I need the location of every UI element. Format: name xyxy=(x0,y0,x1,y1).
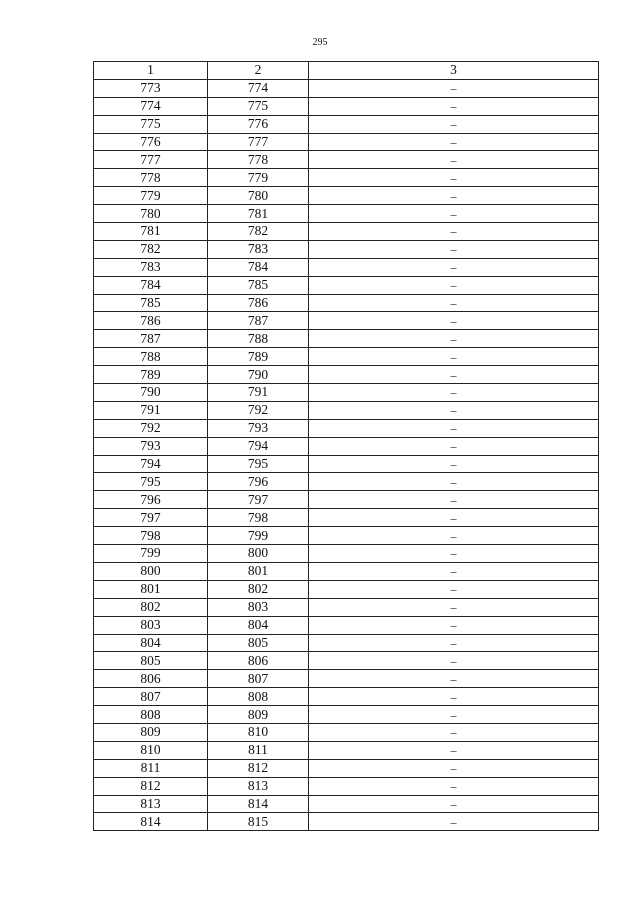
table-cell-col1: 798 xyxy=(94,527,208,545)
table-cell-col2: 800 xyxy=(208,545,309,563)
table-cell-col1: 797 xyxy=(94,509,208,527)
table-cell-col3: – xyxy=(309,419,599,437)
table-row xyxy=(94,706,599,724)
table-cell-col1: 790 xyxy=(94,384,208,402)
table-row xyxy=(94,348,599,366)
table-row xyxy=(94,509,599,527)
table-row xyxy=(94,741,599,759)
table-row xyxy=(94,723,599,741)
column-header-1: 1 xyxy=(94,62,208,80)
table-row xyxy=(94,777,599,795)
table-cell-col1: 774 xyxy=(94,97,208,115)
table-cell-col2: 784 xyxy=(208,258,309,276)
table-cell-col2: 803 xyxy=(208,598,309,616)
table-row xyxy=(94,813,599,831)
table-cell-col3: – xyxy=(309,580,599,598)
table-cell-col2: 807 xyxy=(208,670,309,688)
table-cell-col3: – xyxy=(309,312,599,330)
table-cell-col3: – xyxy=(309,652,599,670)
table-body xyxy=(94,79,599,830)
table-cell-col1: 791 xyxy=(94,401,208,419)
table-cell-col3: – xyxy=(309,276,599,294)
table-cell-col1: 781 xyxy=(94,223,208,241)
table-cell-col1: 776 xyxy=(94,133,208,151)
data-table xyxy=(93,61,599,831)
table-row xyxy=(94,562,599,580)
table-row xyxy=(94,97,599,115)
table-cell-col2: 781 xyxy=(208,205,309,223)
table-row xyxy=(94,455,599,473)
table-cell-col2: 789 xyxy=(208,348,309,366)
table-row xyxy=(94,366,599,384)
table-cell-col2: 799 xyxy=(208,527,309,545)
table-row xyxy=(94,759,599,777)
table-row xyxy=(94,688,599,706)
table-cell-col1: 785 xyxy=(94,294,208,312)
table-cell-col3: – xyxy=(309,795,599,813)
table-cell-col2: 782 xyxy=(208,223,309,241)
table-cell-col2: 794 xyxy=(208,437,309,455)
table-cell-col3: – xyxy=(309,759,599,777)
table-cell-col3: – xyxy=(309,240,599,258)
table-cell-col1: 787 xyxy=(94,330,208,348)
table-cell-col3: – xyxy=(309,258,599,276)
table-cell-col1: 780 xyxy=(94,205,208,223)
table-cell-col3: – xyxy=(309,169,599,187)
table-cell-col1: 808 xyxy=(94,706,208,724)
table-row xyxy=(94,240,599,258)
table-cell-col3: – xyxy=(309,706,599,724)
table-cell-col1: 784 xyxy=(94,276,208,294)
table-cell-col2: 798 xyxy=(208,509,309,527)
table-cell-col2: 786 xyxy=(208,294,309,312)
table-cell-col3: – xyxy=(309,79,599,97)
table-cell-col3: – xyxy=(309,384,599,402)
table-cell-col1: 783 xyxy=(94,258,208,276)
table-cell-col2: 788 xyxy=(208,330,309,348)
table-row xyxy=(94,312,599,330)
table-cell-col2: 783 xyxy=(208,240,309,258)
table-cell-col1: 792 xyxy=(94,419,208,437)
table-cell-col3: – xyxy=(309,741,599,759)
table-cell-col3: – xyxy=(309,473,599,491)
table-cell-col3: – xyxy=(309,813,599,831)
table-cell-col1: 777 xyxy=(94,151,208,169)
table-cell-col1: 775 xyxy=(94,115,208,133)
table-cell-col2: 790 xyxy=(208,366,309,384)
table-cell-col1: 788 xyxy=(94,348,208,366)
table-cell-col2: 775 xyxy=(208,97,309,115)
table-row xyxy=(94,276,599,294)
table-cell-col2: 774 xyxy=(208,79,309,97)
table-row xyxy=(94,115,599,133)
table-cell-col1: 804 xyxy=(94,634,208,652)
table-cell-col2: 780 xyxy=(208,187,309,205)
table-cell-col2: 809 xyxy=(208,706,309,724)
table-cell-col1: 786 xyxy=(94,312,208,330)
table-row xyxy=(94,616,599,634)
table-cell-col3: – xyxy=(309,455,599,473)
table-row xyxy=(94,437,599,455)
table-row xyxy=(94,580,599,598)
table-cell-col2: 810 xyxy=(208,723,309,741)
table-cell-col2: 812 xyxy=(208,759,309,777)
table-row xyxy=(94,151,599,169)
table-cell-col3: – xyxy=(309,509,599,527)
table-row xyxy=(94,223,599,241)
table-row xyxy=(94,598,599,616)
table-header-row xyxy=(94,62,599,80)
table-cell-col1: 807 xyxy=(94,688,208,706)
table-row xyxy=(94,79,599,97)
table-cell-col3: – xyxy=(309,330,599,348)
table-cell-col1: 789 xyxy=(94,366,208,384)
table-cell-col3: – xyxy=(309,688,599,706)
table-cell-col2: 814 xyxy=(208,795,309,813)
table-cell-col1: 812 xyxy=(94,777,208,795)
table-cell-col3: – xyxy=(309,97,599,115)
table-cell-col3: – xyxy=(309,723,599,741)
table-cell-col1: 800 xyxy=(94,562,208,580)
table-cell-col3: – xyxy=(309,348,599,366)
table-row xyxy=(94,205,599,223)
table-row xyxy=(94,545,599,563)
table-row xyxy=(94,670,599,688)
table-cell-col2: 802 xyxy=(208,580,309,598)
table-cell-col3: – xyxy=(309,598,599,616)
table-cell-col1: 773 xyxy=(94,79,208,97)
table-row xyxy=(94,330,599,348)
table-row xyxy=(94,527,599,545)
table-cell-col1: 796 xyxy=(94,491,208,509)
table-cell-col2: 805 xyxy=(208,634,309,652)
table-row xyxy=(94,169,599,187)
table-cell-col2: 806 xyxy=(208,652,309,670)
table-cell-col1: 778 xyxy=(94,169,208,187)
table-cell-col1: 795 xyxy=(94,473,208,491)
table-cell-col2: 779 xyxy=(208,169,309,187)
table-row xyxy=(94,294,599,312)
table-row xyxy=(94,401,599,419)
table-cell-col3: – xyxy=(309,491,599,509)
table-cell-col2: 777 xyxy=(208,133,309,151)
table-cell-col1: 779 xyxy=(94,187,208,205)
table-cell-col2: 804 xyxy=(208,616,309,634)
table-cell-col3: – xyxy=(309,616,599,634)
table-cell-col3: – xyxy=(309,223,599,241)
table-cell-col1: 814 xyxy=(94,813,208,831)
table-cell-col2: 797 xyxy=(208,491,309,509)
table-cell-col2: 778 xyxy=(208,151,309,169)
table-cell-col2: 785 xyxy=(208,276,309,294)
table-cell-col2: 792 xyxy=(208,401,309,419)
table-cell-col1: 806 xyxy=(94,670,208,688)
table-row xyxy=(94,187,599,205)
table-cell-col3: – xyxy=(309,562,599,580)
table-cell-col2: 801 xyxy=(208,562,309,580)
table-cell-col1: 802 xyxy=(94,598,208,616)
column-header-2: 2 xyxy=(208,62,309,80)
table-cell-col2: 815 xyxy=(208,813,309,831)
table-cell-col1: 805 xyxy=(94,652,208,670)
table-cell-col2: 787 xyxy=(208,312,309,330)
table-cell-col1: 811 xyxy=(94,759,208,777)
table-row xyxy=(94,258,599,276)
table-cell-col3: – xyxy=(309,545,599,563)
table-cell-col3: – xyxy=(309,151,599,169)
table-row xyxy=(94,634,599,652)
table-cell-col3: – xyxy=(309,115,599,133)
table-row xyxy=(94,491,599,509)
table-cell-col1: 809 xyxy=(94,723,208,741)
table-cell-col1: 794 xyxy=(94,455,208,473)
table-cell-col3: – xyxy=(309,401,599,419)
table-cell-col2: 813 xyxy=(208,777,309,795)
table-cell-col1: 810 xyxy=(94,741,208,759)
table-row xyxy=(94,473,599,491)
table-row xyxy=(94,384,599,402)
table-row xyxy=(94,652,599,670)
table-cell-col1: 813 xyxy=(94,795,208,813)
table-cell-col3: – xyxy=(309,670,599,688)
table-cell-col3: – xyxy=(309,133,599,151)
table-cell-col3: – xyxy=(309,294,599,312)
table-cell-col3: – xyxy=(309,187,599,205)
table-cell-col3: – xyxy=(309,777,599,795)
table-row xyxy=(94,419,599,437)
table-cell-col3: – xyxy=(309,366,599,384)
table-cell-col3: – xyxy=(309,205,599,223)
table-cell-col2: 808 xyxy=(208,688,309,706)
table-cell-col2: 811 xyxy=(208,741,309,759)
table-cell-col2: 795 xyxy=(208,455,309,473)
table-cell-col2: 796 xyxy=(208,473,309,491)
column-header-3: 3 xyxy=(309,62,599,80)
table-cell-col3: – xyxy=(309,527,599,545)
table-row xyxy=(94,133,599,151)
table-cell-col3: – xyxy=(309,634,599,652)
table-cell-col2: 791 xyxy=(208,384,309,402)
page-number: 295 xyxy=(312,37,328,48)
table-cell-col2: 793 xyxy=(208,419,309,437)
table-cell-col1: 803 xyxy=(94,616,208,634)
table-cell-col3: – xyxy=(309,437,599,455)
table-cell-col1: 782 xyxy=(94,240,208,258)
table-cell-col1: 801 xyxy=(94,580,208,598)
table-cell-col1: 799 xyxy=(94,545,208,563)
table-row xyxy=(94,795,599,813)
table-cell-col1: 793 xyxy=(94,437,208,455)
table-cell-col2: 776 xyxy=(208,115,309,133)
